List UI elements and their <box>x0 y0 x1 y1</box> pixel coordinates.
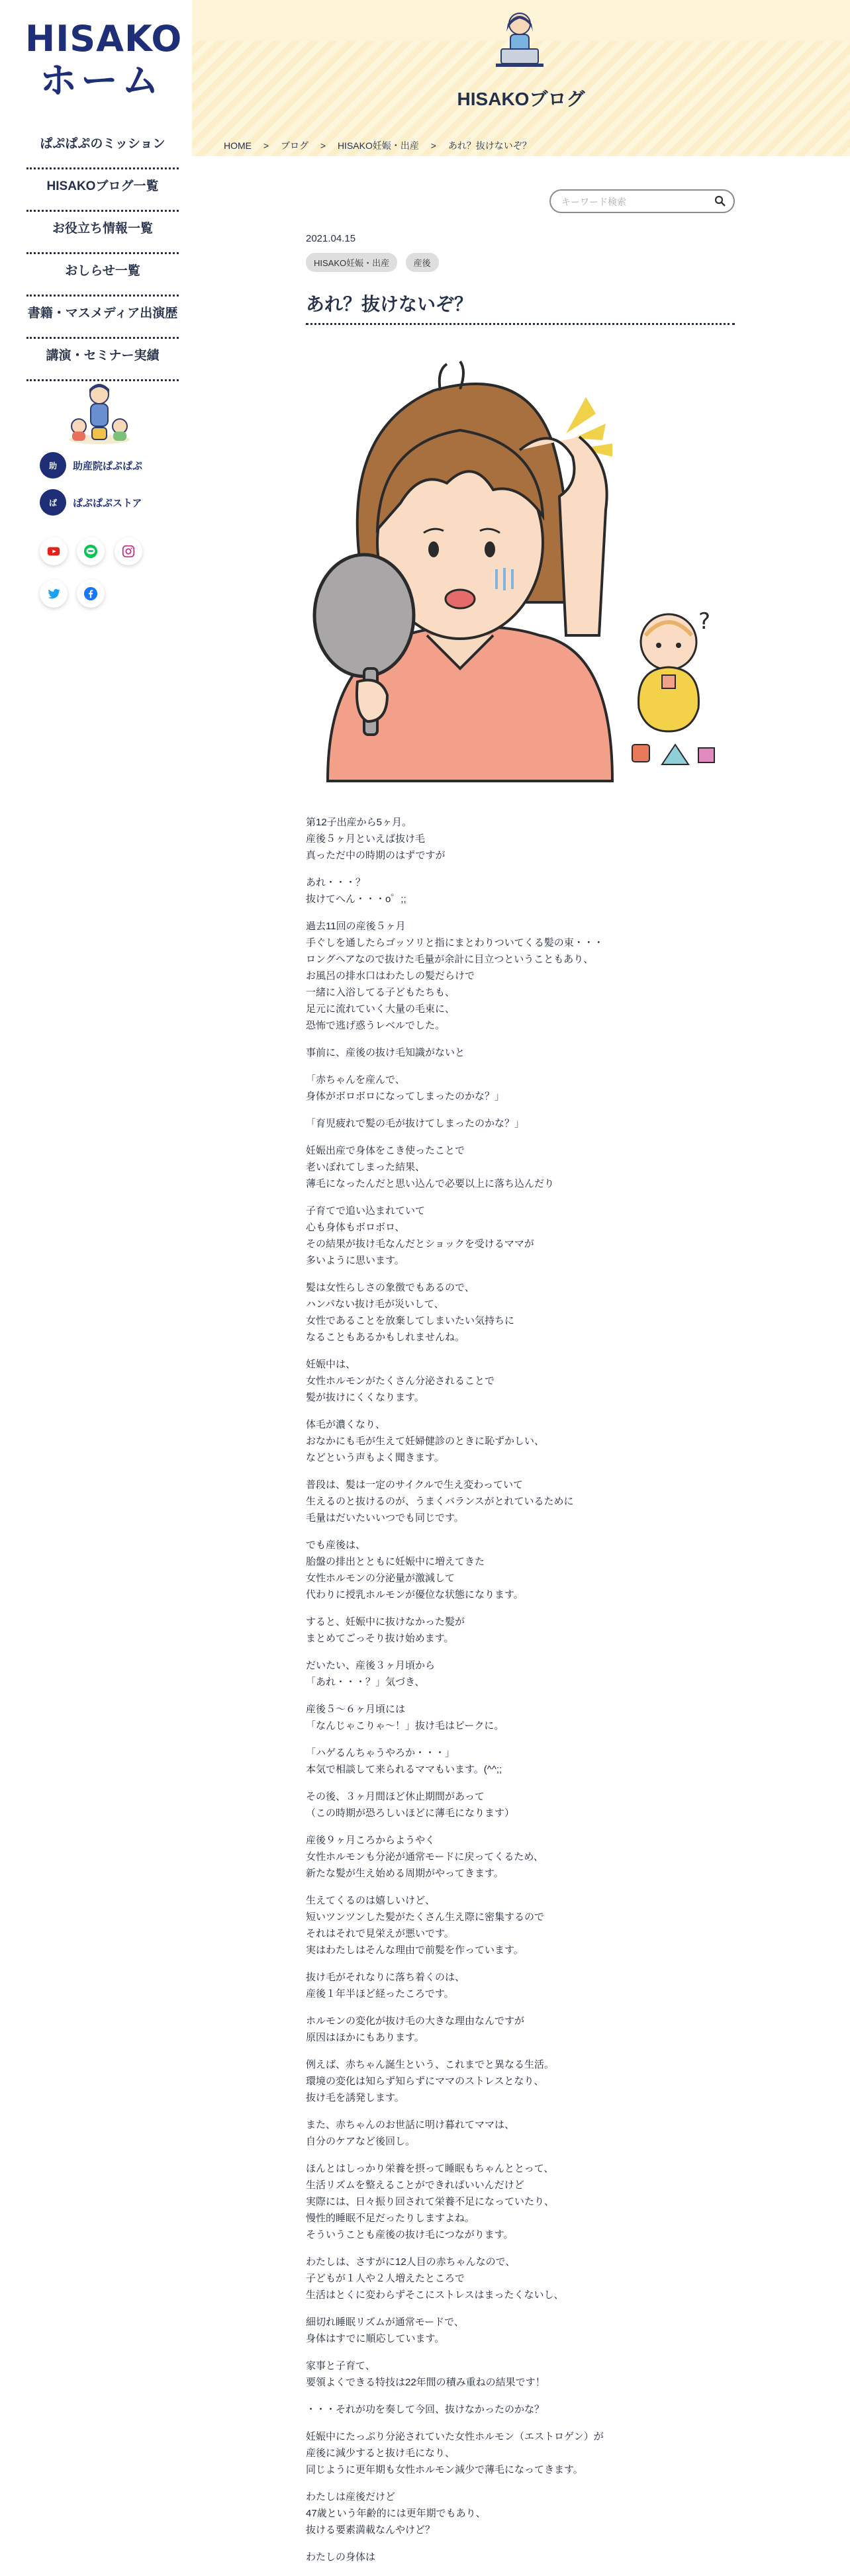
post-paragraph: 妊娠中は、 女性ホルモンがたくさん分泌されることで 髪が抜けにくくなります。 <box>306 1359 495 1403</box>
logo-line-1: HISAKO <box>25 18 183 60</box>
breadcrumb <box>224 139 541 152</box>
page-title: HISAKOブログ <box>457 89 585 109</box>
logo-line-2: ホーム <box>40 60 163 103</box>
nav-item-media[interactable]: 書籍・マスメディア出演歴 <box>26 297 179 339</box>
post-paragraph: 妊娠中にたっぷり分泌されていた女性ホルモン（エストロゲン）が 産後に減少すると抜け毛になり、 同じように更年期も女性ホルモン減少で薄毛になってきます。 <box>306 2431 604 2475</box>
facebook-icon[interactable] <box>77 580 105 608</box>
sub-links <box>40 451 142 526</box>
twitter-icon[interactable] <box>40 580 68 608</box>
post-paragraph: 例えば、赤ちゃん誕生という、これまでと異なる生活。 環境の変化は知らず知らずにママのストレスとなり、 抜け毛を誘発します。 <box>306 2059 555 2103</box>
post-paragraph: 普段は、髪は一定のサイクルで生え変わっていて 生えるのと抜けるのが、うまくバランスがとれているために 毛量はだいたいいつでも同じです。 <box>306 1479 574 1524</box>
store-link[interactable] <box>40 488 142 516</box>
store-label: ぱぷぱぷストア <box>73 497 142 509</box>
post-paragraph: 第12子出産から5ヶ月。 産後５ヶ月といえば抜け毛 真っただ中の時期のはずですが <box>306 817 446 861</box>
post-paragraph: 「赤ちゃんを産んで、 身体がボロボロになってしまったのかな？」 <box>306 1074 505 1102</box>
post-paragraph: すると、妊娠中に抜けなかった髪が まとめてごっそり抜け始めます。 <box>306 1616 465 1644</box>
post-paragraph: 妊娠出産で身体をこき使ったことで 老いぼれてしまった結果、 薄毛になったんだと思い込んで必要以上に落ち込んだり <box>306 1145 555 1189</box>
post-paragraph: あれ・・・？ 抜けてへん・・・o゜;; <box>306 877 406 905</box>
breadcrumb-separator: > <box>430 140 436 151</box>
post-paragraph: 子育てで追い込まれていて 心も身体もボロボロ、 その結果が抜け毛なんだとショックを受けるママが 多いように思います。 <box>306 1205 534 1266</box>
post-paragraph: ホルモンの変化が抜け毛の大きな理由なんですが 原因はほかにもあります。 <box>306 2015 525 2043</box>
post-paragraph: 「ハゲるんちゃうやろか・・・」 本気で相談して来られるママもいます。(^^;; <box>306 1747 502 1775</box>
nav-item-blog-list[interactable]: HISAKOブログ一覧 <box>26 169 179 212</box>
store-logo-icon: ぱ <box>40 489 66 516</box>
line-icon[interactable] <box>77 537 105 565</box>
nav-item-useful-info[interactable]: お役立ち情報一覧 <box>26 212 179 254</box>
post-paragraph: 体毛が濃くなり、 おなかにも毛が生えて妊婦健診のときに恥ずかしい、 などという声もよく聞きます。 <box>306 1419 545 1463</box>
post-paragraph: 抜け毛がそれなりに落ち着くのは、 産後１年半ほど経ったころです。 <box>306 1972 465 2000</box>
breadcrumb-separator: > <box>320 140 326 151</box>
post-paragraph: また、赤ちゃんのお世話に明け暮れてママは、 自分のケアなど後回し。 <box>306 2119 515 2147</box>
blog-author-illustration <box>487 5 553 71</box>
post-paragraph: 過去11回の産後５ヶ月 手ぐしを通したらゴッソリと指にまとわりついてくる髪の束・・・ ロングヘアなので抜けた毛量が余計に目立つということもあり、 お風呂の排水口はわたしの髪だらけで 一緒に入浴してる子どもたちも、 足元に流れていく大量の毛束に、 恐怖で逃げ惑うレベルでした。 <box>306 921 604 1031</box>
midwife-clinic-label: 助産院ぱぷぱぷ <box>73 460 143 472</box>
post-paragraph: 「育児疲れで髪の毛が抜けてしまったのかな？」 <box>306 1118 525 1129</box>
post-tags <box>306 253 444 272</box>
nav-item-news[interactable]: おしらせ一覧 <box>26 254 179 297</box>
post-paragraph: その後、３ヶ月間ほど休止期間があって （この時期が恐ろしいほどに薄毛になります） <box>306 1791 515 1819</box>
nav-item-seminars[interactable]: 講演・セミナー実績 <box>26 339 179 381</box>
post-paragraph: わたしは産後だけど 47歳という年齢的には更年期でもあり、 抜ける要素満載なんやけど？ <box>306 2491 486 2536</box>
breadcrumb-home[interactable]: HOME <box>224 140 252 151</box>
post-paragraph: 髪は女性らしさの象徴でもあるので、 ハンパない抜け毛が災いして、 女性であることを放棄してしまいたい気持ちに なることもあるかもしれませんね。 <box>306 1282 515 1343</box>
breadcrumb-separator: > <box>263 140 269 151</box>
tag-postpartum[interactable]: 産後 <box>406 253 439 272</box>
sidebar <box>0 0 192 2550</box>
search-box <box>549 189 735 213</box>
post-paragraph: 家事と子育て、 要領よくできる特技は22年間の積み重ねの結果です！ <box>306 2360 545 2388</box>
hero-illustration <box>301 351 738 788</box>
post-paragraph: でも産後は、 胎盤の排出とともに妊娠中に増えてきた 女性ホルモンの分泌量が激減して 代わりに授乳ホルモンが優位な状態になります。 <box>306 1540 524 1600</box>
post-paragraph: 産後５〜６ヶ月頃には 「なんじゃこりゃ〜！」抜け毛はピークに。 <box>306 1704 504 1731</box>
site-logo[interactable] <box>25 18 183 111</box>
page-header <box>192 0 850 156</box>
mascot-illustration <box>63 380 136 446</box>
search-button-icon[interactable] <box>714 195 727 208</box>
post-date: 2021.04.15 <box>306 233 356 244</box>
breadcrumb-category[interactable]: HISAKO妊娠・出産 <box>337 140 419 151</box>
post-paragraph: 産後９ヶ月ころからようやく 女性ホルモンも分泌が通常モードに戻ってくるため、 新たな髪が生え始める周期がやってきます。 <box>306 1835 543 1879</box>
post-paragraph: 事前に、産後の抜け毛知識がないと <box>306 1047 465 1058</box>
tag-pregnancy-birth[interactable]: HISAKO妊娠・出産 <box>306 253 397 272</box>
post-paragraph: ほんとはしっかり栄養を摂って睡眠もちゃんととって、 生活リズムを整えることができればいいんだけど 実際には、日々振り回されて栄養不足になっていたり、 慢性的睡眠不足だったりしますよね。 そういうことも産後の抜け毛につながります。 <box>306 2163 555 2240</box>
social-links <box>40 537 185 622</box>
breadcrumb-blog[interactable]: ブログ <box>280 140 308 151</box>
post-paragraph: 細切れ睡眠リズムが通常モードで、 身体はすでに順応しています。 <box>306 2317 464 2344</box>
post-paragraph: わたしの身体は <box>306 2552 376 2563</box>
post-body <box>306 814 735 2576</box>
clinic-logo-icon: 助 <box>40 452 66 479</box>
post-paragraph: だいたい、産後３ヶ月頃から 「あれ・・・？」気づき、 <box>306 1660 436 1688</box>
instagram-icon[interactable] <box>115 537 142 565</box>
breadcrumb-current: あれ？抜けないぞ？ <box>448 140 532 151</box>
youtube-icon[interactable] <box>40 537 68 565</box>
post-title: あれ？抜けないぞ？ <box>306 294 473 314</box>
post-paragraph: ・・・それが功を奏して今回、抜けなかったのかな？ <box>306 2404 545 2415</box>
title-divider <box>306 323 735 325</box>
svg-text:?: ? <box>698 608 711 635</box>
nav-item-mission[interactable]: ぱぷぱぷのミッション <box>26 127 179 169</box>
post-paragraph: わたしは、さすがに12人目の赤ちゃんなので、 子どもが１人や２人増えたところで 生活はとくに変わらずそこにストレスはまったくないし、 <box>306 2256 564 2301</box>
post-paragraph: 生えてくるのは嬉しいけど、 短いツンツンした髪がたくさん生え際に密集するので それはそれで見栄えが悪いです。 実はわたしはそんな理由で前髪を作っています。 <box>306 1895 545 1956</box>
search-input[interactable] <box>560 195 708 209</box>
midwife-clinic-link[interactable] <box>40 451 142 479</box>
main-nav <box>26 127 179 381</box>
